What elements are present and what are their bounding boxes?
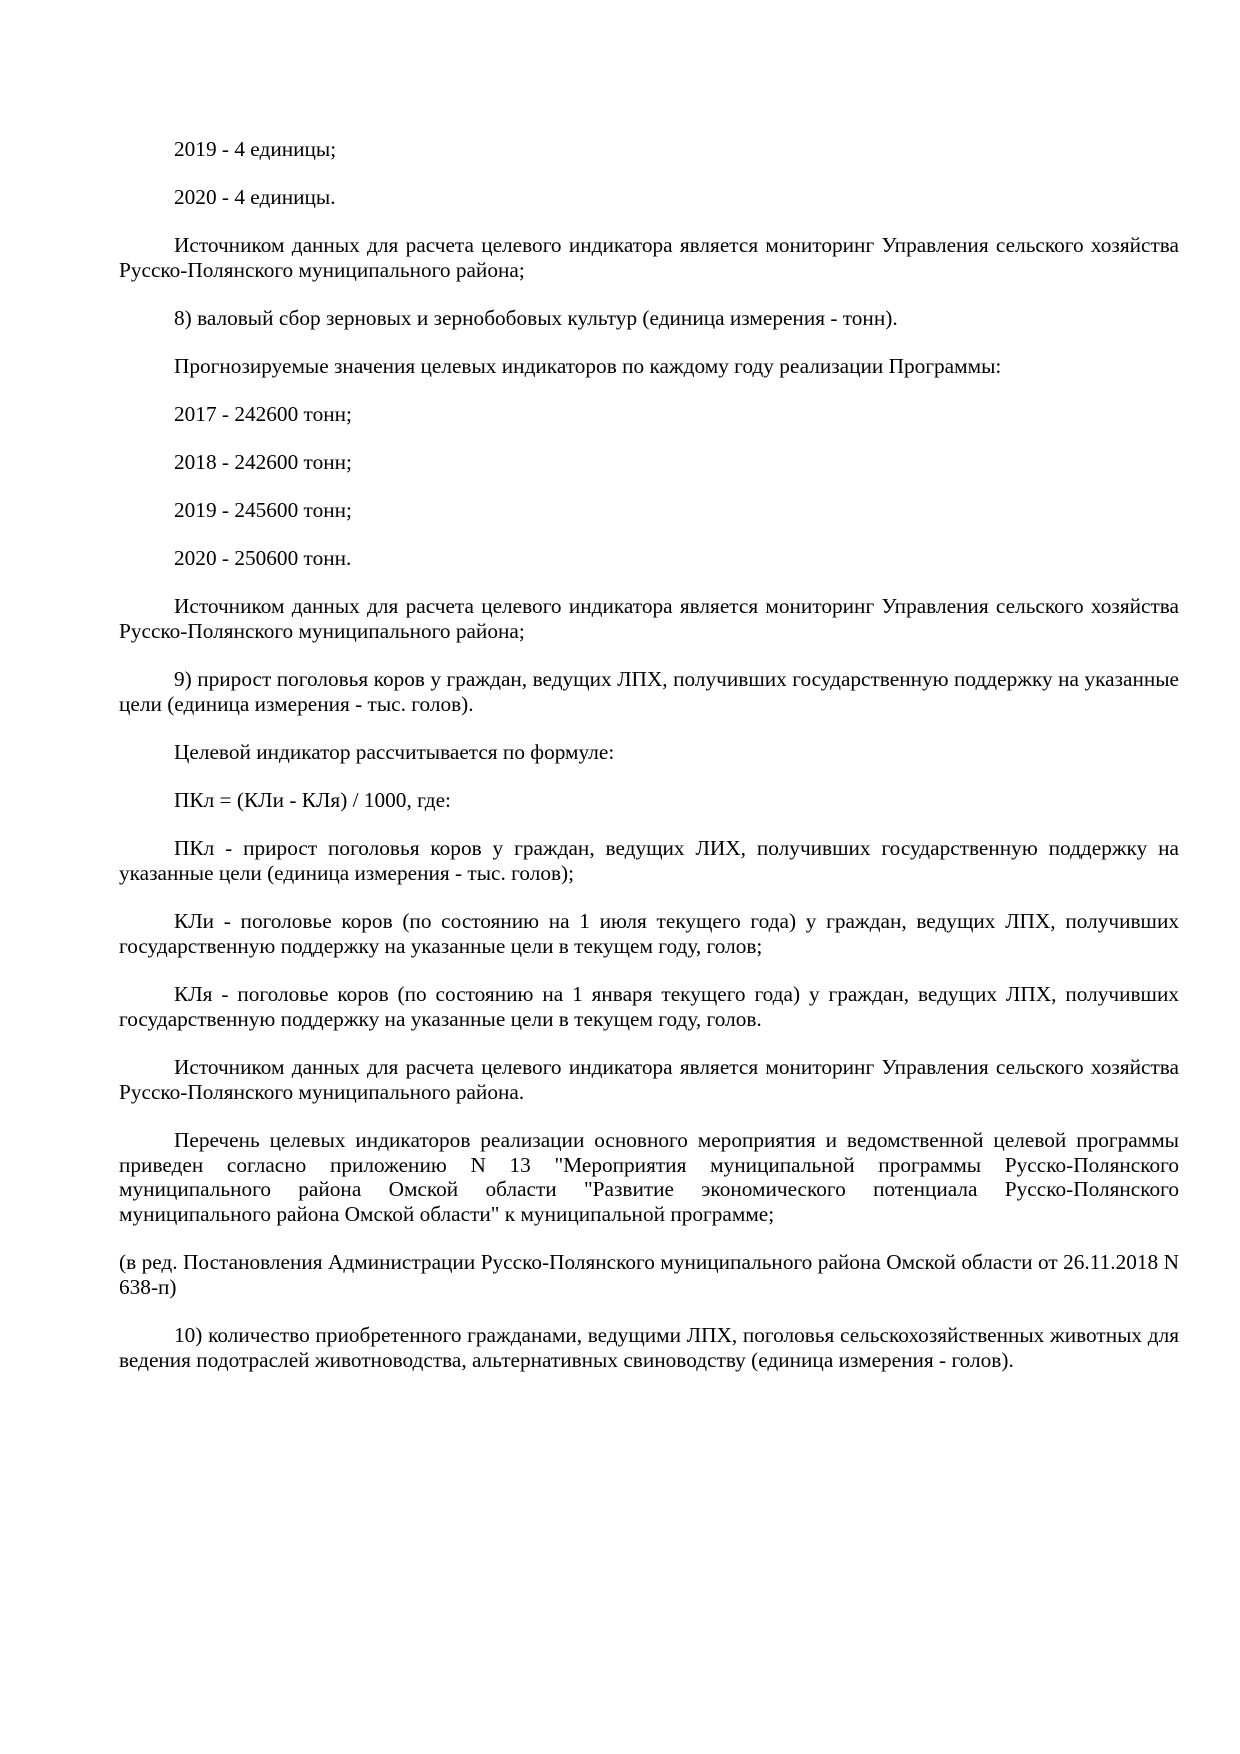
year-2020-tonnes: 2020 - 250600 тонн. <box>174 546 352 570</box>
formula: ПКл = (КЛи - КЛя) / 1000, где: <box>174 788 451 812</box>
year-2019-units: 2019 - 4 единицы; <box>174 137 337 161</box>
indicator-9-heading: 9) прирост поголовья коров у граждан, ведущих ЛПХ, получивших государственную поддержку на указанные цели (единица измерения - тыс. голов). <box>119 667 1179 716</box>
pkl-definition: ПКл - прирост поголовья коров у граждан, ведущих ЛИХ, получивших государственную поддержку на указанные цели (единица измерения - тыс. голов); <box>119 836 1179 885</box>
indicator-8-heading: 8) валовый сбор зерновых и зернобобовых культур (единица измерения - тонн). <box>174 306 898 330</box>
data-source-paragraph-3: Источником данных для расчета целевого индикатора является мониторинг Управления сельского хозяйства Русско-Полянского муниципального района. <box>119 1055 1179 1104</box>
data-source-paragraph-2: Источником данных для расчета целевого индикатора является мониторинг Управления сельского хозяйства Русско-Полянского муниципального района; <box>119 594 1179 643</box>
data-source-paragraph-1: Источником данных для расчета целевого индикатора является мониторинг Управления сельского хозяйства Русско-Полянского муниципального района; <box>119 233 1179 282</box>
kli-definition: КЛи - поголовье коров (по состоянию на 1 июля текущего года) у граждан, ведущих ЛПХ, получивших государственную поддержку на указанные цели в текущем году, голов; <box>119 909 1179 958</box>
indicator-10-heading: 10) количество приобретенного гражданами, ведущими ЛПХ, поголовья сельскохозяйственных животных для ведения подотраслей животноводства, альтернативных свиноводству (единица измерения - голов). <box>119 1323 1179 1372</box>
formula-intro: Целевой индикатор рассчитывается по формуле: <box>174 740 615 764</box>
year-2017-tonnes: 2017 - 242600 тонн; <box>174 402 352 426</box>
forecast-values-intro: Прогнозируемые значения целевых индикаторов по каждому году реализации Программы: <box>174 354 1002 378</box>
amendment-note: (в ред. Постановления Администрации Русско-Полянского муниципального района Омской области от 26.11.2018 N 638-п) <box>119 1250 1179 1299</box>
indicators-list-paragraph: Перечень целевых индикаторов реализации основного мероприятия и ведомственной целевой программы приведен согласно приложению N 13 "Мероприятия муниципальной программы Русско-Полянского муниципального района Омской области "Развитие экономического потенциала Русско-Полянского муниципального района Омской области" к муниципальной программе; <box>119 1128 1179 1226</box>
klya-definition: КЛя - поголовье коров (по состоянию на 1 января текущего года) у граждан, ведущих ЛПХ, получивших государственную поддержку на указанные цели в текущем году, голов. <box>119 982 1179 1031</box>
year-2019-tonnes: 2019 - 245600 тонн; <box>174 498 352 522</box>
year-2018-tonnes: 2018 - 242600 тонн; <box>174 450 352 474</box>
year-2020-units: 2020 - 4 единицы. <box>174 185 336 209</box>
